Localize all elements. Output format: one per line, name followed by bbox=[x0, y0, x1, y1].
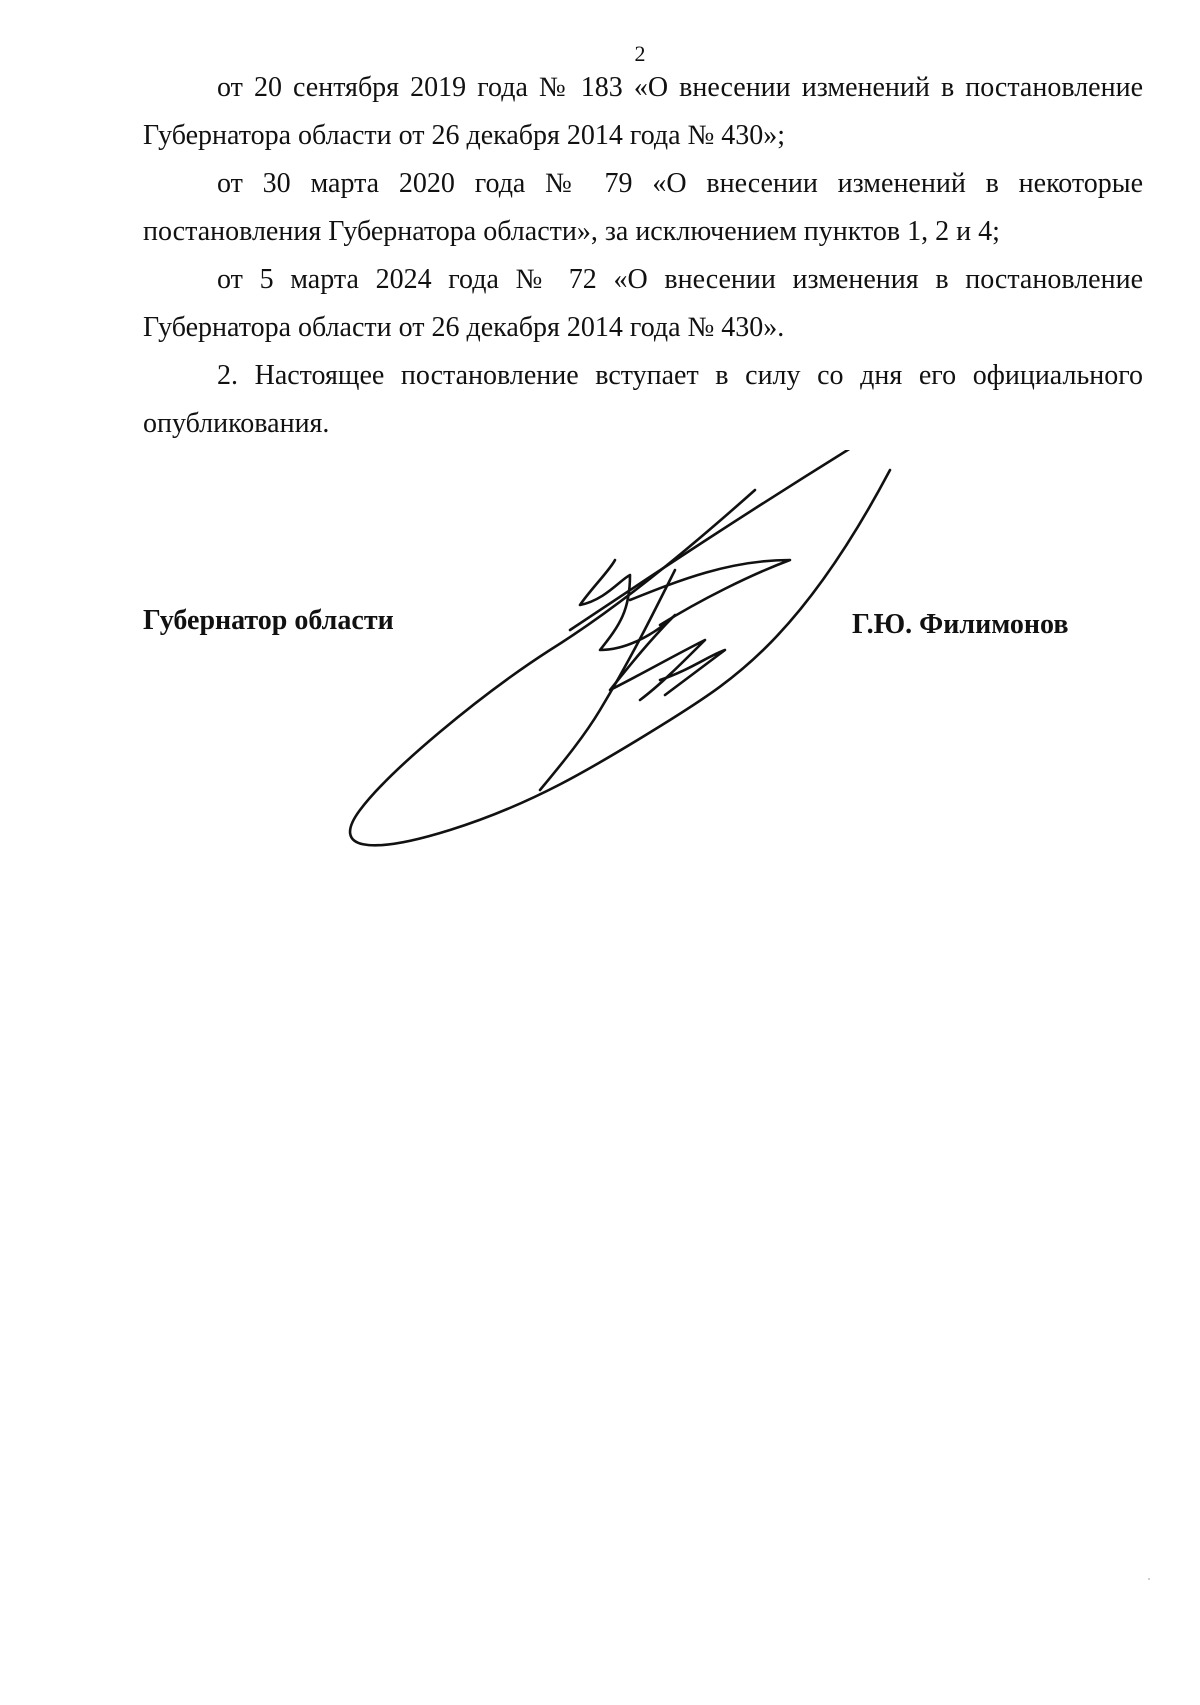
paragraph-resolution-2020: от 30 марта 2020 года № 79 «О внесении изменений в некоторые постановления Губернатора области», за исключением пунктов 1, 2 и 4; bbox=[143, 168, 1143, 247]
scan-artifact-dot bbox=[1148, 1578, 1150, 1580]
page-number: 2 bbox=[634, 41, 646, 66]
paragraph-resolution-2024: от 5 марта 2024 года № 72 «О внесении изменения в постановление Губернатора области от 26 декабря 2014 года № 430». bbox=[143, 264, 1143, 343]
signature-loop-stroke bbox=[350, 470, 890, 845]
paragraph-effective-date: 2. Настоящее постановление вступает в силу со дня его официального опубликования. bbox=[143, 360, 1143, 439]
handwritten-signature bbox=[330, 450, 910, 850]
paragraph-resolution-2019: от 20 сентября 2019 года № 183 «О внесении изменений в постановление Губернатора области от 26 декабря 2014 года № 430»; bbox=[143, 72, 1143, 151]
signature-flick-stroke bbox=[630, 560, 790, 625]
signatory-name: Г.Ю. Филимонов bbox=[852, 609, 1069, 640]
signatory-title: Губернатор области bbox=[143, 605, 394, 636]
signature-tail-stroke bbox=[660, 650, 725, 695]
document-body bbox=[143, 64, 1143, 448]
